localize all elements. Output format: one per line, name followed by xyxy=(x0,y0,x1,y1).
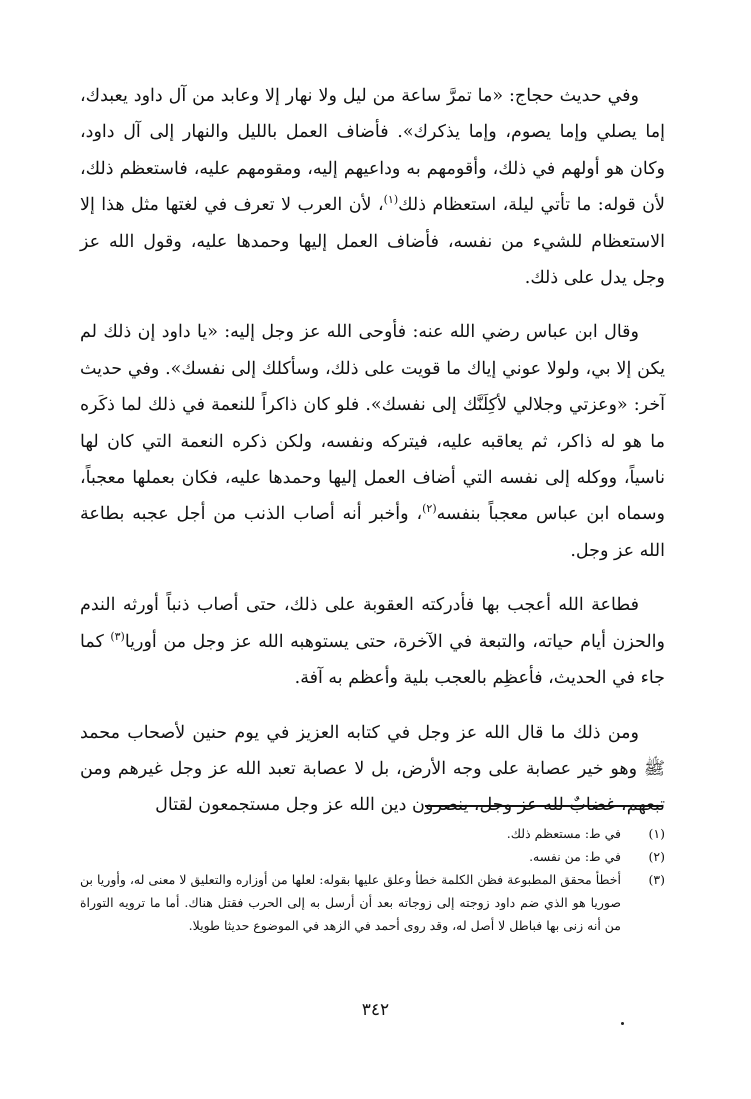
paragraph-2 xyxy=(80,314,665,569)
footnote-number: (١) xyxy=(648,826,665,841)
footnote-number: (٣) xyxy=(648,872,665,887)
paragraph-4 xyxy=(80,715,665,824)
footnote-3 xyxy=(80,868,665,937)
footnote-ref-3: (٣) xyxy=(110,629,125,643)
footnote-2 xyxy=(80,845,665,868)
footnote-separator xyxy=(425,805,663,807)
paragraph-text: كما جاء في الحديث، فأعظِم بالعجب بلية وأعظم به آفة. xyxy=(80,631,665,689)
page-number: ٣٤٢ xyxy=(361,1000,390,1020)
print-speck xyxy=(621,1022,624,1025)
paragraph-text: ، وأخبر أنه أصاب الذنب من أجل عجبه بطاعة الله عز وجل. xyxy=(80,504,665,561)
footnote-text: أخطأ محقق المطبوعة فظن الكلمة خطأ وعلق عليها بقوله: لعلها من أوزاره والتعليق لا معنى له، وأوريا بن صوريا هو الذي ضم داود زوجته إلى زوجاته بعد أن أرسل به إلى الحرب فقتل هناك. أما ما ترويه التوراة من أنه زنى بها فباطل لا أصل له، وقد روى أحمد في الزهد في الموضوع حديثا طويلا. xyxy=(80,872,621,933)
footnote-1 xyxy=(80,822,665,845)
footnote-text: في ط: مستعظم ذلك. xyxy=(506,826,621,841)
paragraph-text: ، لأن العرب لا تعرف في لغتها مثل هذا إلا الاستعظام للشيء من نفسه، فأضاف العمل إليها وحمدها عليه، وقول الله عز وجل يدل على ذلك. xyxy=(80,195,665,289)
paragraph-text: ومن ذلك ما قال الله عز وجل في كتابه العزيز في يوم حنين لأصحاب محمد ﷺ وهو خير عصابة على وجه الأرض، بل لا عصابة تعبد الله عز وجل غيرهم ومن تبعهم، غضابٌ لله عز وجل، ينصرون دين الله عز وجل مستجمعون لقتال xyxy=(80,722,665,816)
paragraph-1 xyxy=(80,78,665,296)
main-text xyxy=(80,78,665,842)
paragraph-text: فطاعة الله أعجب بها فأدركته العقوبة على ذلك، حتى أصاب ذنباً أورثه الندم والحزن أيام حياته، والتبعة في الآخرة، حتى يستوهبه الله عز وجل من أوريا xyxy=(80,595,665,652)
footnote-ref-1: (١) xyxy=(383,193,399,207)
footnote-number: (٢) xyxy=(648,849,665,864)
paragraph-text: وفي حديث حجاج: «ما تمرَّ ساعة من ليل ولا نهار إلا وعابد من آل داود يعبدك، إما يصلي وإما يصوم، وإما يذكرك». فأضاف العمل بالليل والنهار إلى آل داود، وكان هو أولهم في ذلك، وأقومهم به وداعيهم إليه، ومقومهم عليه، فاستعظم ذلك، لأن قوله: ما تأتي ليلة، استعظام ذلك xyxy=(80,86,665,216)
footnote-ref-2: (٢) xyxy=(422,502,437,516)
footnote-text: في ط: من نفسه. xyxy=(529,849,621,864)
footnotes xyxy=(80,822,665,937)
paragraph-text: وقال ابن عباس رضي الله عنه: فأوحى الله عز وجل إليه: «يا داود إن ذلك لم يكن إلا بي، ولولا عوني إياك ما قويت على ذلك، وسأكلك إلى نفسك». وفي حديث آخر: «وعزتي وجلالي لأكِلَنَّك إلى نفسك». فلو كان ذاكراً للنعمة في ذلك لما ذكَره ما هو له ذاكر، ثم يعاقبه عليه، فيتركه ونفسه، ولكن ذكره النعمة التي كان لها ناسياً، ووكله إلى نفسه التي أضاف العمل إليها وحمدها عليه، فكان بعملها معجباً، وسماه ابن عباس معجباً بنفسه xyxy=(80,322,665,525)
paragraph-3 xyxy=(80,587,665,696)
